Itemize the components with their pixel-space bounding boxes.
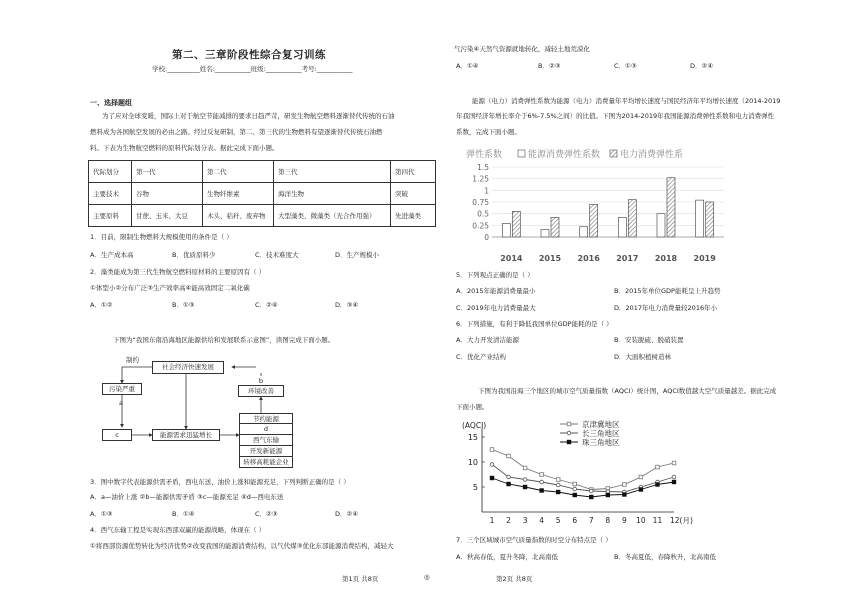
box-environment: 环境改善 bbox=[238, 385, 284, 397]
x-tick-label: 8 bbox=[605, 516, 611, 525]
bar-energy bbox=[618, 217, 626, 237]
option-a[interactable]: A．①③ bbox=[90, 510, 113, 518]
option-a[interactable]: A．2015年能源消费量最小 bbox=[456, 287, 536, 295]
table-cell: 第四代 bbox=[391, 161, 436, 183]
question-4: 4．西气东输工程是实现东西部双赢的能源战略，体现在（ ） bbox=[90, 526, 266, 534]
x-tick-label: 2 bbox=[506, 516, 511, 525]
table-cell: 主要技术 bbox=[89, 183, 132, 205]
table-row bbox=[89, 161, 436, 183]
measures-list bbox=[239, 413, 293, 468]
question-2: 2．藻类能成为第三代生物航空燃料原材料的主要原因有（ ） bbox=[90, 268, 266, 276]
data-point bbox=[490, 463, 494, 467]
question-1: 1．目前，限制生物燃料大规模使用的条件是（ ） bbox=[90, 233, 233, 241]
label-a: a bbox=[119, 399, 123, 407]
x-tick-label: 1 bbox=[489, 516, 495, 525]
option-d[interactable]: D．②④ bbox=[335, 510, 359, 518]
table-cell: 谷物 bbox=[132, 183, 203, 205]
student-info-line: 学校:__________姓名:___________班级:___________考号:___________ bbox=[152, 65, 353, 73]
box-pollution: 污染严重 bbox=[102, 383, 142, 395]
x-tick-label: 2014 bbox=[500, 254, 523, 263]
option-b[interactable]: B．优质原料少 bbox=[172, 251, 216, 259]
y-tick-label: 0 bbox=[484, 233, 489, 242]
option-c[interactable]: C．技术难度大 bbox=[255, 251, 299, 259]
page-footer-right: 第2页 共8页 bbox=[496, 575, 533, 583]
data-point bbox=[556, 483, 560, 487]
table-cell: 木头、秸秆、废弃物 bbox=[203, 205, 274, 227]
q4-continued: 气污染④天然气资源就地转化，减轻土地荒漠化 bbox=[454, 45, 590, 53]
aqci-line-chart bbox=[460, 418, 700, 534]
measure-save-energy: 节约能源 bbox=[239, 413, 293, 424]
x-tick-label: 3 bbox=[522, 516, 528, 525]
passage-line-3: 系数，完成下面小题。 bbox=[456, 128, 521, 136]
data-point bbox=[540, 480, 544, 484]
data-point bbox=[540, 489, 544, 493]
legend-label: 珠三角地区 bbox=[582, 438, 620, 447]
x-tick-label: 6 bbox=[572, 516, 578, 525]
x-tick-label: 11 bbox=[652, 516, 663, 525]
option-a[interactable]: A．生产成本高 bbox=[90, 251, 134, 259]
option-c[interactable]: C．①③ bbox=[614, 62, 637, 70]
data-point bbox=[490, 448, 494, 452]
y-tick-label: 1.25 bbox=[472, 174, 489, 184]
x-tick-label: 9 bbox=[621, 516, 627, 525]
data-point bbox=[672, 461, 676, 465]
option-c[interactable]: C．优化产业结构 bbox=[456, 353, 507, 361]
option-a[interactable]: A．秋高春低，夏升冬降，北高南低 bbox=[456, 553, 558, 561]
option-d[interactable]: D．③④ bbox=[335, 301, 359, 309]
question-7: 7．三个区域城市空气质量指数的时空分布特点是（ ） bbox=[456, 536, 612, 544]
x-tick-label: 2019 bbox=[693, 254, 716, 263]
passage-line-2: 年我国经济年增长率介于6%-7.5%之间）的比值。下图为2014-2019年我国能源消费弹性系数和电力消费弹性 bbox=[456, 112, 775, 120]
measure-west-gas-east: 西气东输 bbox=[239, 435, 293, 446]
data-point bbox=[573, 493, 577, 497]
legend-title: 弹性系数 bbox=[466, 150, 503, 160]
table-row bbox=[89, 183, 436, 205]
legend-energy: 能源消费弹性系数 bbox=[528, 150, 601, 160]
y-tick-label: 0.25 bbox=[472, 221, 489, 231]
y-tick-label: 0.5 bbox=[477, 209, 489, 219]
data-point bbox=[606, 490, 610, 494]
legend-marker bbox=[567, 422, 571, 426]
option-d[interactable]: D．大面积植树造林 bbox=[614, 353, 672, 361]
measure-new-energy: 开发新能源 bbox=[239, 446, 293, 457]
intro-line-3: 料。下表为生物航空燃料的原料代际划分表。据此完成下面小题。 bbox=[90, 144, 279, 152]
fuel-generation-table bbox=[88, 160, 436, 227]
option-a[interactable]: A．大力开发清洁能源 bbox=[456, 336, 519, 344]
option-b[interactable]: B．冬高夏低，春降秋升，北高南低 bbox=[614, 553, 716, 561]
label-c: c bbox=[102, 429, 132, 441]
constraint-label: 制约 bbox=[126, 356, 139, 364]
y-axis-label: (AQCI) bbox=[462, 421, 487, 430]
option-b[interactable]: B．①③ bbox=[172, 301, 195, 309]
data-point bbox=[656, 483, 660, 487]
x-tick-label: 2018 bbox=[654, 254, 678, 263]
option-b[interactable]: B．②③ bbox=[538, 62, 561, 70]
bar-energy bbox=[657, 214, 665, 237]
data-point bbox=[623, 483, 627, 487]
option-d[interactable]: D．②④ bbox=[690, 62, 714, 70]
option-c[interactable]: C．②④ bbox=[255, 301, 278, 309]
legend-marker bbox=[567, 440, 571, 444]
data-point bbox=[556, 478, 560, 482]
x-tick-label: 10 bbox=[636, 516, 646, 525]
data-point bbox=[672, 480, 676, 484]
passage-line-4: 下图为我国沿海三个地区的城市空气质量指数（AQCI）统计图，AQCI数值越大空气质量越差。据此完成 bbox=[478, 387, 777, 395]
question-5: 5．下列观点正确的是（ ） bbox=[456, 271, 534, 279]
data-point bbox=[589, 489, 593, 493]
label-b: b bbox=[236, 376, 286, 386]
data-point bbox=[639, 488, 643, 492]
option-d[interactable]: D．2017年电力消费量较2016年小 bbox=[614, 304, 718, 312]
y-tick-label: 5 bbox=[472, 483, 478, 492]
y-tick-label: 1 bbox=[484, 186, 489, 196]
table-cell: 先进藻类 bbox=[391, 205, 436, 227]
question-6: 6．下列措施，有利于降低我国单位GDP能耗的是（ ） bbox=[456, 320, 613, 328]
measure-relocate-industry: 转移高耗能企业 bbox=[239, 457, 293, 468]
data-point bbox=[672, 475, 676, 479]
bar-power bbox=[667, 178, 675, 237]
data-point bbox=[573, 487, 577, 491]
option-b[interactable]: B．①④ bbox=[172, 510, 195, 518]
legend-label: 长三角地区 bbox=[582, 429, 620, 438]
intro-line-1: 为了应对全球变暖，国际上对于航空节能减排的要求日趋严苛，研发生物航空燃料逐渐替代传统的石油 bbox=[102, 112, 395, 120]
x-tick-label: 2016 bbox=[577, 254, 600, 263]
energy-flow-diagram bbox=[96, 355, 306, 475]
data-point bbox=[589, 495, 593, 499]
measure-d: d bbox=[239, 424, 293, 435]
x-tick-label: 2015 bbox=[538, 254, 562, 263]
option-a[interactable]: A．①② bbox=[90, 301, 113, 309]
option-d[interactable]: D．生产规模小 bbox=[335, 251, 380, 259]
bar-power bbox=[512, 211, 520, 237]
question-4-statements: ①将西部资源优势转化为经济优势②改变我国的能源消费结构，以气代煤③优化东部能源消费结构，减轻大 bbox=[90, 542, 394, 550]
passage-line-1: 能源（电力）消费弹性系数为能源（电力）消费量年平均增长速度与国民经济年平均增长速度（2014-2019 bbox=[472, 97, 781, 105]
x-tick-label: 2017 bbox=[616, 254, 639, 263]
intro-line-2: 燃料成为各国航空发展的必由之路。经过反复研制，第二、第三代的生物燃料有望逐渐替代传统石油燃 bbox=[90, 128, 383, 136]
table-cell: 甘蔗、玉米、大豆 bbox=[132, 205, 203, 227]
box-energy-demand: 能源需求迅猛增长 bbox=[152, 429, 220, 441]
data-point bbox=[639, 475, 643, 479]
data-point bbox=[523, 466, 527, 470]
elasticity-bar-chart bbox=[462, 145, 730, 265]
page-footer-left: 第1页 共8页 bbox=[342, 575, 379, 583]
table-cell: 代际划分 bbox=[89, 161, 132, 183]
data-point bbox=[490, 476, 494, 480]
legend-label: 京津冀地区 bbox=[582, 420, 620, 429]
bar-energy bbox=[580, 227, 588, 237]
data-point bbox=[540, 473, 544, 477]
series-line bbox=[492, 478, 674, 497]
table-row bbox=[89, 205, 436, 227]
data-point bbox=[573, 482, 577, 486]
bar-power bbox=[590, 204, 598, 237]
bar-energy bbox=[696, 200, 704, 237]
x-axis-label: 12(月) bbox=[670, 516, 693, 525]
legend-swatch-power bbox=[610, 150, 617, 157]
data-point bbox=[606, 493, 610, 497]
table-cell: 海洋生物 bbox=[274, 183, 391, 205]
question-3: 3．图中数字代表能源供需矛盾，西电东送、油价上涨和能源充足，下列判断正确的是（ ） bbox=[90, 478, 350, 486]
data-point bbox=[507, 482, 511, 486]
y-tick-label: 15 bbox=[467, 433, 478, 442]
option-c[interactable]: C．2019年电力消费量最大 bbox=[456, 304, 536, 312]
table-cell: 第二代 bbox=[203, 161, 274, 183]
option-a[interactable]: A．①④ bbox=[456, 62, 479, 70]
option-b[interactable]: B．安装脱硫、脱硝装置 bbox=[614, 336, 684, 344]
table-cell: 大型藻类、微藻类（光合作用强） bbox=[274, 205, 391, 227]
x-tick-label: 5 bbox=[555, 516, 561, 525]
bar-energy bbox=[502, 223, 510, 237]
bar-power bbox=[706, 202, 714, 237]
data-point bbox=[556, 490, 560, 494]
x-tick-label: 4 bbox=[539, 516, 545, 525]
option-b[interactable]: B．2015年单位GDP能耗呈上升趋势 bbox=[614, 287, 721, 295]
legend-swatch-energy bbox=[518, 150, 525, 157]
passage-line-5: 下面小题。 bbox=[456, 403, 489, 411]
y-tick-label: 0.75 bbox=[472, 198, 489, 207]
bar-power bbox=[628, 200, 636, 237]
x-tick-label: 7 bbox=[588, 516, 594, 525]
data-point bbox=[507, 454, 511, 458]
data-point bbox=[523, 485, 527, 489]
table-cell: 主要原料 bbox=[89, 205, 132, 227]
box-economic-development: 社会经济快速发展 bbox=[152, 361, 224, 374]
page-title: 第二、三章阶段性综合复习训练 bbox=[172, 49, 326, 61]
diagram-intro: 下图为“我国东南沿海地区能源供给和发展联系示意图”，读图完成下面小题。 bbox=[113, 336, 335, 344]
table-cell: 突破 bbox=[391, 183, 436, 205]
section-heading: 一、选择题组 bbox=[90, 99, 132, 107]
data-point bbox=[656, 465, 660, 469]
option-c[interactable]: C．②③ bbox=[255, 510, 278, 518]
table-cell: 第三代 bbox=[274, 161, 391, 183]
y-tick-label: 1.5 bbox=[477, 163, 489, 172]
table-cell: 第一代 bbox=[132, 161, 203, 183]
legend-marker bbox=[567, 431, 571, 435]
y-tick-label: 10 bbox=[467, 458, 478, 467]
data-point bbox=[523, 478, 527, 482]
question-3-statements: A．a—油价上涨 ②b—能源供需矛盾 ③c—能源充足 ④d—西电东送 bbox=[90, 493, 284, 501]
table-cell: 生物纤维素 bbox=[203, 183, 274, 205]
binding-mark: ◎ bbox=[424, 573, 430, 581]
data-point bbox=[623, 493, 627, 497]
data-point bbox=[507, 475, 511, 479]
series-line bbox=[492, 450, 674, 490]
bar-energy bbox=[541, 230, 549, 237]
legend-power: 电力消费弹性系 bbox=[620, 150, 684, 160]
bar-power bbox=[551, 217, 559, 237]
question-2-statements: ①体型小②分布广泛③生产效率高④能高效固定二氧化碳 bbox=[90, 284, 250, 292]
